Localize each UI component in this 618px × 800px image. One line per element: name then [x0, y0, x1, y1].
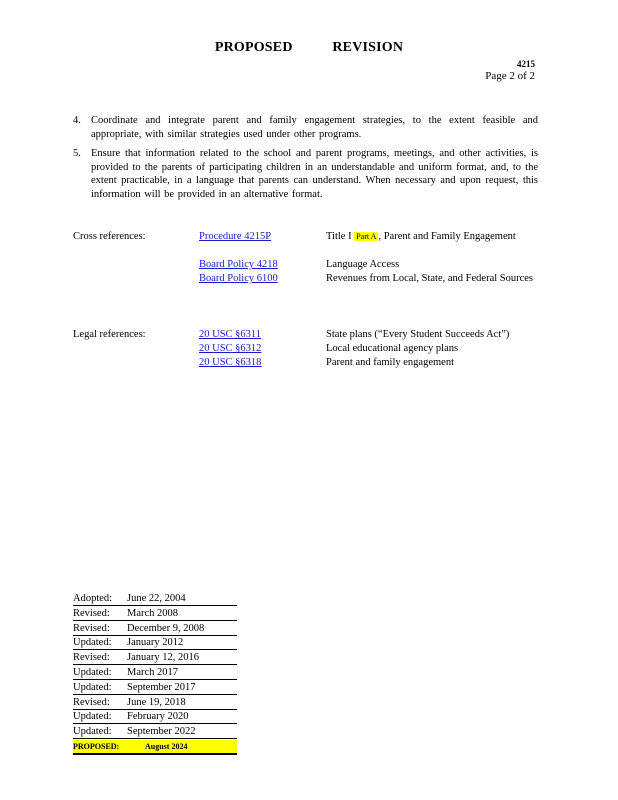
item-text: Coordinate and integrate parent and family engagement strategies, to the extent feasible and appropriate, with similar strategies used under other programs. [91, 115, 538, 140]
history-row [73, 592, 237, 606]
description-text: Title I [326, 231, 355, 242]
history-label: Updated: [73, 725, 127, 738]
legal-references-label: Legal references: [73, 329, 146, 340]
history-row [73, 710, 237, 724]
history-date: January 12, 2016 [127, 652, 200, 664]
reference-description [326, 230, 536, 244]
cross-references-label: Cross references: [73, 231, 146, 242]
page-number: Page 2 of 2 [485, 70, 535, 82]
history-date: January 2012 [127, 637, 184, 649]
history-label: Revised: [73, 696, 127, 709]
reference-description: Local educational agency plans [326, 343, 459, 354]
history-row [73, 636, 237, 650]
history-row [73, 622, 237, 636]
history-date: December 9, 2008 [127, 622, 205, 634]
reference-link[interactable]: 20 USC §6312 [199, 343, 262, 354]
list-item [73, 147, 538, 201]
history-label: Updated: [73, 681, 127, 694]
history-date: March 2008 [127, 607, 179, 619]
cross-references [73, 230, 553, 300]
history-label: Revised: [73, 622, 127, 635]
history-date: September 2022 [127, 726, 196, 738]
page-title [0, 40, 618, 56]
history-label: Updated: [73, 710, 127, 723]
numbered-list [73, 114, 538, 207]
item-text: Ensure that information related to the school and parent programs, meetings, and other activities, is provided to the parents of participating children in an understandable and uniform format, and, to the extent practicable, in a language that parents can understand. When necessary and upon request, this information will be provided in an alternative format. [91, 148, 538, 200]
history-row [73, 681, 237, 695]
reference-description: State plans (“Every Student Succeeds Act”) [326, 329, 510, 340]
item-number: 4. [73, 115, 81, 126]
history-date: September 2017 [127, 681, 196, 693]
history-row [73, 651, 237, 665]
reference-description: Language Access [326, 259, 400, 270]
description-text: , Parent and Family Engagement [378, 231, 516, 242]
title-word-proposed: PROPOSED [214, 40, 293, 55]
history-row [73, 696, 237, 710]
legal-references [73, 328, 553, 373]
reference-description: Revenues from Local, State, and Federal Sources [326, 273, 534, 284]
reference-link[interactable]: 20 USC §6318 [199, 357, 262, 368]
policy-number: 4215 [517, 59, 535, 69]
reference-link[interactable]: Board Policy 6100 [199, 273, 278, 284]
revision-history [73, 592, 237, 756]
history-row-proposed [73, 740, 237, 755]
history-label: Revised: [73, 651, 127, 664]
history-label: Updated: [73, 666, 127, 679]
history-label: Revised: [73, 607, 127, 620]
title-word-revision: REVISION [332, 40, 404, 55]
history-date: March 2017 [127, 666, 179, 678]
history-label: Updated: [73, 636, 127, 649]
history-label: Adopted: [73, 592, 127, 605]
history-label: PROPOSED: [73, 740, 127, 753]
list-item [73, 114, 538, 141]
history-row [73, 725, 237, 739]
history-row [73, 666, 237, 680]
item-number: 5. [73, 148, 81, 159]
reference-link[interactable]: 20 USC §6311 [199, 329, 262, 340]
history-date: June 19, 2018 [127, 696, 186, 708]
history-date: February 2020 [127, 711, 189, 723]
history-date: August 2024 [145, 741, 188, 751]
reference-link[interactable]: Procedure 4215P [199, 231, 272, 242]
history-row [73, 607, 237, 621]
history-date: June 22, 2004 [127, 593, 186, 604]
highlighted-text: Part A [356, 232, 377, 241]
reference-link[interactable]: Board Policy 4218 [199, 259, 278, 270]
reference-description: Parent and family engagement [326, 357, 454, 368]
